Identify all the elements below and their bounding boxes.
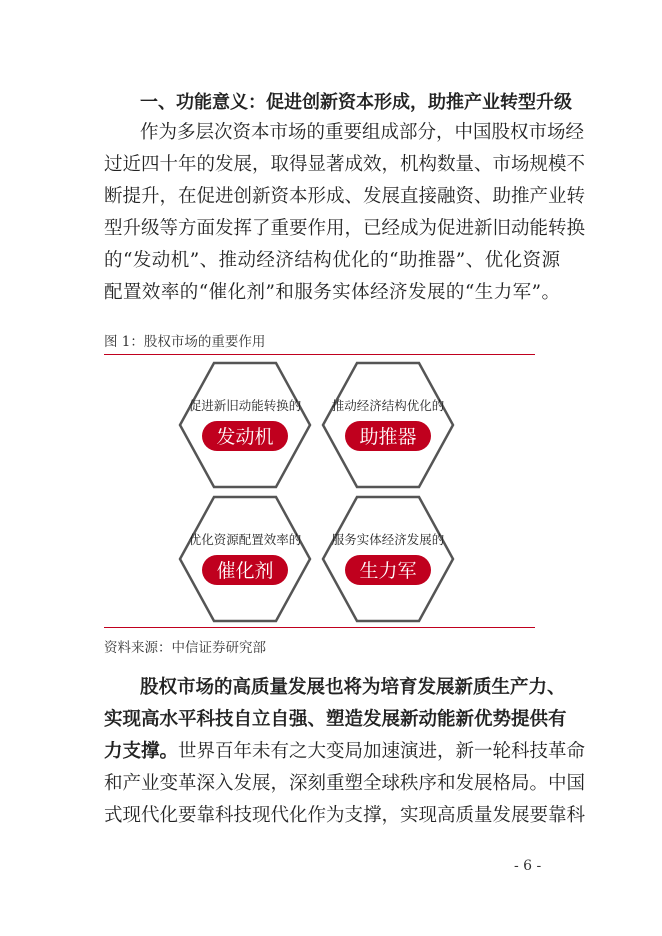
hex-label: 生力军	[359, 560, 417, 582]
p2-bold-prefix: 力支撑。	[104, 741, 179, 762]
section-heading: 一、功能意义：促进创新资本形成，助推产业转型升级	[140, 92, 572, 113]
p1-line: 断提升，在促进创新资本形成、发展直接融资、助推产业转	[104, 186, 586, 207]
p2-line3-rest: 世界百年未有之大变局加速演进，新一轮科技革命	[178, 741, 586, 762]
hex-desc: 服务实体经济发展的	[331, 532, 445, 547]
p1-line: 的“发动机”、推动经济结构优化的“助推器”、优化资源	[104, 250, 560, 271]
hex-card-2	[321, 360, 455, 490]
p1-line: 配置效率的“催化剂”和服务实体经济发展的“生力军”。	[104, 282, 560, 303]
p2-line: 和产业变革深入发展，深刻重塑全球秩序和发展格局。中国	[104, 773, 586, 794]
hex-label: 催化剂	[216, 560, 274, 582]
hex-label: 助推器	[359, 426, 417, 448]
p1-line: 作为多层次资本市场的重要组成部分，中国股权市场经	[140, 122, 585, 143]
hex-card-4	[321, 494, 455, 624]
p2-bold-line: 股权市场的高质量发展也将为培育发展新质生产力、	[140, 677, 566, 698]
hex-label: 发动机	[216, 426, 274, 448]
p2-line	[104, 738, 586, 768]
figure-bottom-rule	[104, 627, 535, 628]
figure-caption: 图 1：股权市场的重要作用	[104, 334, 266, 350]
hex-desc: 推动经济结构优化的	[331, 398, 445, 413]
p2-bold-line: 实现高水平科技自立自强、塑造发展新动能新优势提供有	[104, 709, 567, 730]
hex-desc: 优化资源配置效率的	[188, 532, 302, 547]
p1-line: 过近四十年的发展，取得显著成效，机构数量、市场规模不	[104, 154, 586, 175]
hex-desc: 促进新旧动能转换的	[188, 398, 302, 413]
p2-line: 式现代化要靠科技现代化作为支撑，实现高质量发展要靠科	[104, 805, 586, 826]
page-number: - 6 -	[514, 858, 542, 874]
hex-card-1	[178, 360, 312, 490]
figure-source: 资料来源：中信证券研究部	[104, 640, 266, 656]
figure-top-rule	[104, 354, 535, 355]
hex-card-3	[178, 494, 312, 624]
p1-line: 型升级等方面发挥了重要作用，已经成为促进新旧动能转换	[104, 218, 586, 239]
